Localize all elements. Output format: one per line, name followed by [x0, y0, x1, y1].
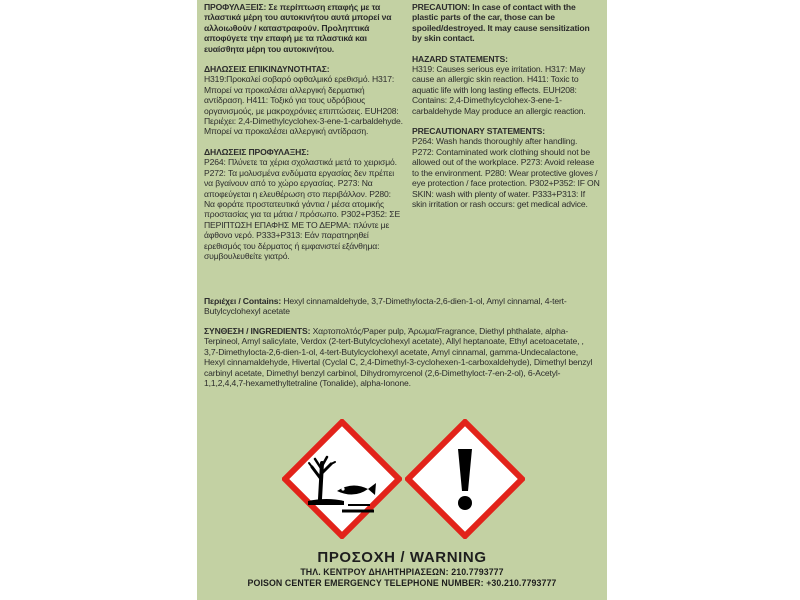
precautionary-gr — [204, 147, 404, 261]
precautionary-en — [412, 126, 600, 209]
hazard-gr-heading: ΔΗΛΩΣΕΙΣ ΕΠΙΚΙΝΔΥΝΟΤΗΤΑΣ: — [204, 64, 330, 75]
english-column — [412, 2, 600, 219]
hazard-gr — [204, 64, 404, 137]
precaution-gr-heading: ΠΡΟΦΥΛΑΞΕΙΣ: Σε περίπτωση επαφής με τα πλαστικά μέρη του αυτοκινήτου αυτά μπορεί να αλλοιωθούν / καταστραφούν. Προληπτικά αποφύγετε την επαφή με τα πλαστικά και ευαίσθητα μέρη του αυτοκινήτου. — [204, 2, 392, 54]
warning-title: ΠΡΟΣΟΧΗ / WARNING — [317, 549, 487, 566]
precautionary-en-text: P264: Wash hands thoroughly after handling. P272: Contaminated work clothing should not be allowed out of the workplace. P273: Avoid release to the environment. P280: Wear protective gloves / eye protection / face protection. P302+P352: IF ON SKIN: wash with plenty of water. P333+P313: If skin irritation or rash occurs: get medical advice. — [412, 136, 600, 209]
contains-label: Περιέχει / Contains: — [204, 296, 282, 306]
contains-statement — [204, 296, 598, 317]
greek-column — [204, 2, 404, 271]
ghs-pictograms — [197, 419, 607, 549]
precaution-gr — [204, 2, 404, 54]
environment-hazard-icon — [282, 419, 402, 539]
contains-text: Hexyl cinnamaldehyde, 3,7-Dimethylocta-2,6-dien-1-ol, Amyl cinnamal, 4-tert-Butylcyclohexyl acetate — [204, 296, 567, 317]
precaution-en — [412, 2, 600, 44]
hazard-gr-text: H319:Προκαλεί σοβαρό οφθαλμικό ερεθισμό. H317: Μπορεί να προκαλέσει αλλεργική δερματική αντίδραση. H411: Τοξικό για τους υδρόβιους οργανισμούς, με μακροχρόνιες επιπτώσεις. EUH208: Περιέχει: 2,4-Dimethylcyclohex-3-ene-1-carbaldehyde. Μπορεί να προκαλέσει αλλεργική αντίδραση. — [204, 74, 403, 137]
precautionary-en-heading: PRECAUTIONARY STATEMENTS: — [412, 126, 545, 137]
ingredients-statement — [204, 326, 598, 388]
hazard-en-heading: HAZARD STATEMENTS: — [412, 53, 508, 64]
ingredients-text: Χαρτοπολτός/Paper pulp, Άρωμα/Fragrance, Diethyl phthalate, alpha-Terpineol, Amyl salicylate, Verdox (2-tert-Butylcyclohexyl acetate), Allyl heptanoate, Ethyl acetoacetate, , 3,7-Dimethylocta-2,6-dien-1-ol, 4-tert-Butylcyclohexyl acetate, Amyl cinnamal, gamma-Undecalactone, Hexyl cinnamaldehyde, Hivertal (Cyclal C, 2,4-Dimethyl-3-cyclohexen-1-carboxaldehyde), Dimethyl benzyl carbinyl acetate, Dimethyl benzyl carbinol, Dihydromyrcenol (2,6-Dimethyloct-7-en-2-ol), 6-Acetyl-1,1,2,4,4,7-hexamethyltetraline (Tonalide), alpha-Ionone. — [204, 326, 593, 389]
hazard-en — [412, 54, 600, 116]
hazard-en-text: H319: Causes serious eye irritation. H317: May cause an allergic skin reaction. H411: Toxic to aquatic life with long lasting effects. EUH208: Contains: 2,4-Dimethylcyclohex-3-ene-1-carbaldehyde May produce an allergic reaction. — [412, 64, 586, 116]
product-label — [197, 0, 607, 600]
poison-center-greek: ΤΗΛ. ΚΕΝΤΡΟΥ ΔΗΛΗΤΗΡΙΑΣΕΩΝ: 210.7793777 — [300, 567, 504, 577]
exclamation-mark-icon — [405, 419, 525, 539]
precaution-en-heading: PRECAUTION: In case of contact with the plastic parts of the car, those can be spoiled/destroyed. It may cause sensitization by skin contact. — [412, 2, 590, 44]
ingredients-label: ΣΥΝΘΕΣΗ / INGREDIENTS: — [204, 326, 311, 336]
precautionary-gr-text: P264: Πλύνετε τα χέρια σχολαστικά μετά το χειρισμό. P272: Τα μολυσμένα ενδύματα εργασίας δεν πρέπει να βγαίνουν από το χώρο εργασίας. P273: Να αποφεύγεται η ελευθέρωση στο περιβάλλον. P280: Να φοράτε προστατευτικά γάντια / μέσα ατομικής προστασίας για τα μάτια / πρόσωπο. P302+P352: ΣΕ ΠΕΡΙΠΤΩΣΗ ΕΠΑΦΗΣ ΜΕ ΤΟ ΔΕΡΜΑ: πλύντε με άφθονο νερό. P333+P313: Εάν παρατηρηθεί ερεθισμός του δέρματος ή εμφανιστεί εξάνθημα: συμβουλευθείτε γιατρό. — [204, 157, 401, 261]
precautionary-gr-heading: ΔΗΛΩΣΕΙΣ ΠΡΟΦΥΛΑΞΗΣ: — [204, 146, 309, 157]
poison-center-english: POISON CENTER EMERGENCY TELEPHONE NUMBER: +30.210.7793777 — [247, 578, 557, 588]
footer — [197, 549, 607, 589]
